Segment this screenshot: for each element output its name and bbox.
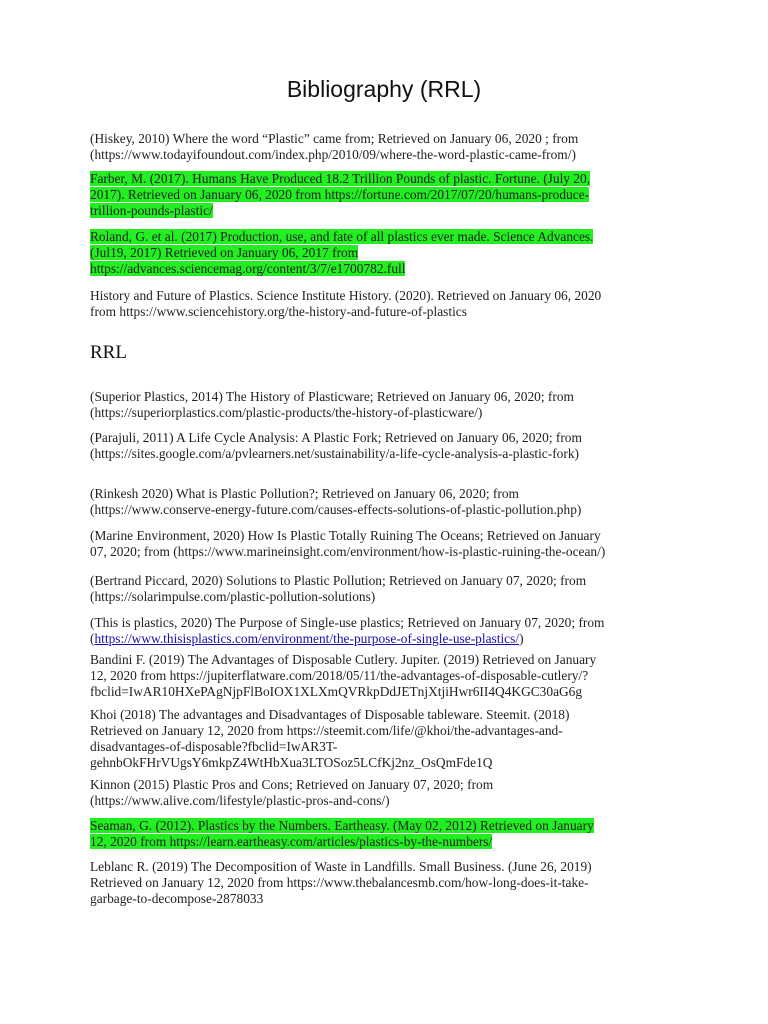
rrl-entry-rinkesh xyxy=(90,470,678,518)
entry-text: Kinnon (2015) Plastic Pros and Cons; Retrieved on January 07, 2020; from (https://www.alive.com/lifestyle/plastic-pros-and-cons/) xyxy=(90,777,494,808)
entry-text: Khoi (2018) The advantages and Disadvantages of Disposable tableware. Steemit. (2018) Retrieved on January 12, 2020 from https://steemit.com/life/@khoi/the-advantages-and- disadvantages-of-disposable?fbclid=IwAR3T- gehnbOkFHrVUgsY6mkpZ4WtHbXua3LTOSoz5LCfKj2nz_OsQmFde1Q xyxy=(90,707,570,770)
bibliography-entry-roland xyxy=(90,213,678,277)
entry-text: (Hiskey, 2010) Where the word “Plastic” came from; Retrieved on January 06, 2020 ; from (https://www.todayifoundout.com/index.php/2010/09/where-the-word-plastic-came-from/) xyxy=(90,131,579,162)
highlighted-entry-text: Farber, M. (2017). Humans Have Produced 18.2 Trillion Pounds of plastic. Fortune. (July 20, 2017). Retrieved on January 06, 2020 from https://fortune.com/2017/07/20/humans-produce- trillion-pounds-plastic/ xyxy=(90,171,591,218)
rrl-entry-marine-environment xyxy=(90,512,678,560)
thisisplastics-link[interactable]: https://www.thisisplastics.com/environment/the-purpose-of-single-use-plastics/ xyxy=(94,631,520,646)
rrl-entry-khoi xyxy=(90,691,678,771)
entry-text: Bandini F. (2019) The Advantages of Disposable Cutlery. Jupiter. (2019) Retrieved on January 12, 2020 from https://jupiterflatware.com/2018/05/11/the-advantages-of-disposable-cutlery/? fbclid=IwAR10HXePAgNjpFlBoIOX1XLXmQVRkpDdJETnjXtjiHwr6II4Q4KGC30aG6g xyxy=(90,652,597,699)
entry-text-before: (This is plastics, 2020) The Purpose of Single-use plastics; Retrieved on January 07, 2020; from ( xyxy=(90,615,605,646)
entry-text: (Parajuli, 2011) A Life Cycle Analysis: A Plastic Fork; Retrieved on January 06, 2020; from (https://sites.google.com/a/pvlearners.net/sustainability/a-life-cycle-analysis-a-plastic-fork) xyxy=(90,430,582,461)
rrl-entry-bertrand-piccard xyxy=(90,557,678,605)
rrl-entry-leblanc xyxy=(90,843,678,907)
rrl-heading: RRL xyxy=(90,342,127,363)
entry-text: (Marine Environment, 2020) How Is Plastic Totally Ruining The Oceans; Retrieved on January 07, 2020; from (https://www.marineinsight.com/environment/how-is-plastic-ruining-the-ocean/) xyxy=(90,528,606,559)
bibliography-entry-farber xyxy=(90,155,678,219)
entry-text: Leblanc R. (2019) The Decomposition of Waste in Landfills. Small Business. (June 26, 2019) Retrieved on January 12, 2020 from https://www.thebalancesmb.com/how-long-does-it-take- garbage-to-decompose-2878033 xyxy=(90,859,592,906)
page-title: Bibliography (RRL) xyxy=(286,76,482,102)
rrl-entry-parajuli xyxy=(90,414,678,462)
entry-text: History and Future of Plastics. Science Institute History. (2020). Retrieved on January 06, 2020 from https://www.sciencehistory.org/the-history-and-future-of-plastics xyxy=(90,288,602,319)
entry-text: (Superior Plastics, 2014) The History of Plasticware; Retrieved on January 06, 2020; from (https://superiorplastics.com/plastic-products/the-history-of-plasticware/) xyxy=(90,389,574,420)
entry-text: (Bertrand Piccard, 2020) Solutions to Plastic Pollution; Retrieved on January 07, 2020; from (https://solarimpulse.com/plastic-pollution-solutions) xyxy=(90,573,587,604)
entry-text: (Rinkesh 2020) What is Plastic Pollution?; Retrieved on January 06, 2020; from (https://www.conserve-energy-future.com/causes-effects-solutions-of-plastic-pollution.php) xyxy=(90,486,582,517)
highlighted-entry-text: Seaman, G. (2012). Plastics by the Numbers. Eartheasy. (May 02, 2012) Retrieved on January 12, 2020 from https://learn.eartheasy.com/articles/plastics-by-the-numbers/ xyxy=(90,818,594,849)
entry-text-after: ) xyxy=(519,631,524,646)
highlighted-entry-text: Roland, G. et al. (2017) Production, use, and fate of all plastics ever made. Science Advances. (Jul19, 2017) Retrieved on January 06, 2017 from https://advances.sciencemag.org/content/3/7/e1700782.full xyxy=(90,229,594,276)
bibliography-entry-sciencehistory xyxy=(90,272,678,320)
